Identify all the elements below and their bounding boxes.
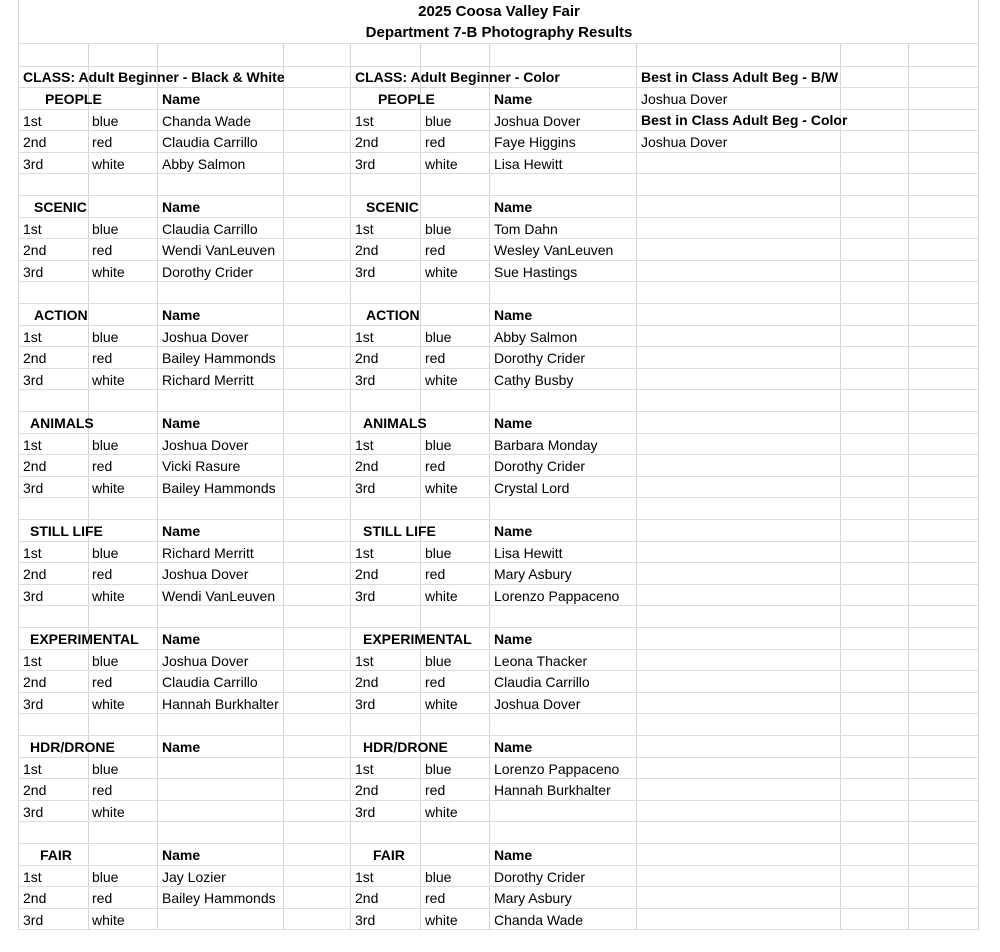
ribbon-cell: red — [425, 242, 446, 259]
place-cell: 3rd — [355, 803, 376, 820]
ribbon-cell: white — [425, 263, 458, 280]
ribbon-cell: white — [92, 803, 125, 820]
place-cell: 1st — [23, 112, 42, 129]
winner-name-cell: Faye Higgins — [494, 134, 576, 151]
grid-column-line — [489, 43, 490, 930]
place-cell: 1st — [23, 868, 42, 885]
ribbon-cell: blue — [425, 868, 452, 885]
place-cell: 2nd — [23, 134, 47, 151]
ribbon-cell: white — [92, 263, 125, 280]
ribbon-cell: blue — [425, 760, 452, 777]
place-cell: 2nd — [355, 890, 379, 907]
best-bw-label: Best in Class Adult Beg - B/W — [641, 69, 839, 85]
name-column-header: Name — [494, 199, 533, 215]
place-cell: 1st — [355, 112, 374, 129]
grid-row-line — [18, 735, 979, 736]
ribbon-cell: white — [92, 479, 125, 496]
winner-name-cell: Vicki Rasure — [162, 458, 241, 475]
category-header: STILL LIFE — [30, 523, 103, 539]
grid-row-line — [18, 627, 979, 628]
name-column-header: Name — [162, 739, 201, 755]
ribbon-cell: white — [92, 911, 125, 928]
grid-column-line — [636, 43, 637, 930]
place-cell: 2nd — [355, 458, 379, 475]
ribbon-cell: white — [425, 587, 458, 604]
place-cell: 1st — [355, 220, 374, 237]
place-cell: 3rd — [355, 911, 376, 928]
category-header: PEOPLE — [378, 91, 435, 107]
grid-row-line — [18, 195, 979, 196]
winner-name-cell: Joshua Dover — [162, 436, 249, 453]
ribbon-cell: red — [92, 566, 113, 583]
winner-name-cell: Bailey Hammonds — [162, 890, 276, 907]
ribbon-cell: blue — [92, 544, 119, 561]
winner-name-cell: Mary Asbury — [494, 566, 572, 583]
place-cell: 2nd — [23, 350, 47, 367]
winner-name-cell: Abby Salmon — [162, 155, 246, 172]
winner-name-cell: Bailey Hammonds — [162, 479, 276, 496]
ribbon-cell: red — [92, 242, 113, 259]
winner-name-cell: Claudia Carrillo — [162, 674, 258, 691]
place-cell: 3rd — [23, 371, 44, 388]
place-cell: 1st — [23, 328, 42, 345]
class-heading-bw: CLASS: Adult Beginner - Black & White — [23, 69, 285, 85]
ribbon-cell: blue — [425, 328, 452, 345]
place-cell: 2nd — [355, 782, 379, 799]
winner-name-cell: Chanda Wade — [494, 911, 583, 928]
name-column-header: Name — [494, 523, 533, 539]
place-cell: 2nd — [355, 134, 379, 151]
place-cell: 1st — [23, 652, 42, 669]
ribbon-cell: red — [425, 458, 446, 475]
winner-name-cell: Leona Thacker — [494, 652, 588, 669]
name-column-header: Name — [162, 199, 201, 215]
category-header: EXPERIMENTAL — [30, 631, 139, 647]
ribbon-cell: red — [425, 782, 446, 799]
name-column-header: Name — [494, 739, 533, 755]
place-cell: 2nd — [23, 890, 47, 907]
place-cell: 3rd — [23, 155, 44, 172]
ribbon-cell: red — [92, 674, 113, 691]
place-cell: 1st — [23, 544, 42, 561]
category-header: SCENIC — [366, 199, 419, 215]
place-cell: 3rd — [23, 263, 44, 280]
name-column-header: Name — [162, 523, 201, 539]
place-cell: 3rd — [355, 263, 376, 280]
page-subtitle: Department 7-B Photography Results — [365, 24, 633, 41]
winner-name-cell: Joshua Dover — [494, 112, 581, 129]
category-header: PEOPLE — [45, 91, 102, 107]
class-heading-color: CLASS: Adult Beginner - Color — [355, 69, 560, 85]
ribbon-cell: white — [425, 803, 458, 820]
winner-name-cell: Dorothy Crider — [494, 458, 586, 475]
winner-name-cell: Wesley VanLeuven — [494, 242, 614, 259]
name-column-header: Name — [494, 307, 533, 323]
place-cell: 1st — [355, 544, 374, 561]
name-column-header: Name — [162, 415, 201, 431]
ribbon-cell: blue — [92, 112, 119, 129]
page-title: 2025 Coosa Valley Fair — [418, 3, 580, 20]
winner-name-cell: Wendi VanLeuven — [162, 587, 276, 604]
ribbon-cell: white — [425, 911, 458, 928]
place-cell: 1st — [355, 436, 374, 453]
place-cell: 1st — [355, 328, 374, 345]
place-cell: 2nd — [355, 350, 379, 367]
winner-name-cell: Cathy Busby — [494, 371, 574, 388]
place-cell: 2nd — [23, 458, 47, 475]
grid-row-line — [18, 821, 979, 822]
grid-column-line — [420, 43, 421, 930]
grid-column-line — [350, 43, 351, 930]
winner-name-cell: Joshua Dover — [162, 652, 249, 669]
place-cell: 3rd — [23, 479, 44, 496]
ribbon-cell: red — [425, 674, 446, 691]
winner-name-cell: Lisa Hewitt — [494, 155, 563, 172]
winner-name-cell: Lorenzo Pappaceno — [494, 760, 620, 777]
place-cell: 1st — [23, 760, 42, 777]
place-cell: 3rd — [23, 695, 44, 712]
place-cell: 1st — [355, 868, 374, 885]
winner-name-cell: Mary Asbury — [494, 890, 572, 907]
grid-row-line — [18, 411, 979, 412]
ribbon-cell: red — [92, 890, 113, 907]
place-cell: 3rd — [355, 155, 376, 172]
name-column-header: Name — [494, 631, 533, 647]
winner-name-cell: Abby Salmon — [494, 328, 578, 345]
grid-row-line — [18, 519, 979, 520]
place-cell: 1st — [355, 760, 374, 777]
name-column-header: Name — [162, 307, 201, 323]
ribbon-cell: white — [425, 695, 458, 712]
place-cell: 3rd — [355, 479, 376, 496]
ribbon-cell: red — [425, 566, 446, 583]
place-cell: 2nd — [355, 242, 379, 259]
ribbon-cell: white — [92, 587, 125, 604]
category-header: FAIR — [40, 847, 72, 863]
place-cell: 3rd — [355, 371, 376, 388]
category-header: ANIMALS — [363, 415, 427, 431]
winner-name-cell: Dorothy Crider — [162, 263, 254, 280]
name-column-header: Name — [494, 415, 533, 431]
ribbon-cell: white — [92, 371, 125, 388]
winner-name-cell: Joshua Dover — [494, 695, 581, 712]
name-column-header: Name — [494, 91, 533, 107]
place-cell: 3rd — [23, 911, 44, 928]
ribbon-cell: red — [92, 350, 113, 367]
name-column-header: Name — [162, 847, 201, 863]
ribbon-cell: white — [425, 479, 458, 496]
category-header: EXPERIMENTAL — [363, 631, 472, 647]
ribbon-cell: red — [92, 458, 113, 475]
name-column-header: Name — [162, 631, 201, 647]
grid-column-line — [157, 43, 158, 930]
ribbon-cell: blue — [425, 436, 452, 453]
best-color-label: Best in Class Adult Beg - Color — [641, 112, 848, 128]
best-color-winner: Joshua Dover — [641, 134, 728, 150]
name-column-header: Name — [162, 91, 201, 107]
winner-name-cell: Barbara Monday — [494, 436, 598, 453]
place-cell: 2nd — [23, 242, 47, 259]
winner-name-cell: Chanda Wade — [162, 112, 251, 129]
ribbon-cell: blue — [425, 544, 452, 561]
winner-name-cell: Crystal Lord — [494, 479, 570, 496]
winner-name-cell: Wendi VanLeuven — [162, 242, 276, 259]
place-cell: 3rd — [355, 695, 376, 712]
winner-name-cell: Claudia Carrillo — [162, 220, 258, 237]
grid-row-line — [18, 43, 979, 44]
category-header: ANIMALS — [30, 415, 94, 431]
ribbon-cell: blue — [425, 112, 452, 129]
place-cell: 3rd — [23, 587, 44, 604]
ribbon-cell: white — [92, 155, 125, 172]
grid-column-line — [283, 43, 284, 930]
grid-row-line — [18, 303, 979, 304]
category-header: HDR/DRONE — [363, 739, 448, 755]
ribbon-cell: red — [425, 890, 446, 907]
ribbon-cell: blue — [92, 328, 119, 345]
grid-row-line — [18, 843, 979, 844]
category-header: STILL LIFE — [363, 523, 436, 539]
ribbon-cell: red — [425, 134, 446, 151]
ribbon-cell: blue — [92, 868, 119, 885]
place-cell: 2nd — [355, 566, 379, 583]
place-cell: 2nd — [23, 566, 47, 583]
ribbon-cell: blue — [425, 652, 452, 669]
category-header: ACTION — [366, 307, 420, 323]
ribbon-cell: white — [425, 155, 458, 172]
winner-name-cell: Hannah Burkhalter — [494, 782, 611, 799]
grid-column-line — [18, 0, 19, 930]
name-column-header: Name — [494, 847, 533, 863]
category-header: SCENIC — [34, 199, 87, 215]
ribbon-cell: white — [92, 695, 125, 712]
grid-row-line — [18, 87, 979, 88]
ribbon-cell: blue — [425, 220, 452, 237]
place-cell: 2nd — [355, 674, 379, 691]
category-header: HDR/DRONE — [30, 739, 115, 755]
place-cell: 3rd — [355, 587, 376, 604]
grid-column-line — [88, 43, 89, 930]
ribbon-cell: red — [92, 134, 113, 151]
winner-name-cell: Claudia Carrillo — [162, 134, 258, 151]
winner-name-cell: Lisa Hewitt — [494, 544, 563, 561]
winner-name-cell: Lorenzo Pappaceno — [494, 587, 620, 604]
winner-name-cell: Jay Lozier — [162, 868, 226, 885]
winner-name-cell: Claudia Carrillo — [494, 674, 590, 691]
grid-column-line — [908, 43, 909, 930]
best-bw-winner: Joshua Dover — [641, 91, 728, 107]
ribbon-cell: blue — [92, 652, 119, 669]
winner-name-cell: Sue Hastings — [494, 263, 578, 280]
ribbon-cell: red — [92, 782, 113, 799]
winner-name-cell: Joshua Dover — [162, 328, 249, 345]
ribbon-cell: blue — [92, 760, 119, 777]
ribbon-cell: blue — [92, 436, 119, 453]
winner-name-cell: Hannah Burkhalter — [162, 695, 279, 712]
category-header: FAIR — [373, 847, 405, 863]
place-cell: 3rd — [23, 803, 44, 820]
place-cell: 2nd — [23, 674, 47, 691]
category-header: ACTION — [34, 307, 88, 323]
winner-name-cell: Tom Dahn — [494, 220, 558, 237]
place-cell: 1st — [23, 436, 42, 453]
winner-name-cell: Richard Merritt — [162, 371, 254, 388]
ribbon-cell: blue — [92, 220, 119, 237]
place-cell: 1st — [355, 652, 374, 669]
winner-name-cell: Richard Merritt — [162, 544, 254, 561]
winner-name-cell: Dorothy Crider — [494, 868, 586, 885]
ribbon-cell: white — [425, 371, 458, 388]
winner-name-cell: Dorothy Crider — [494, 350, 586, 367]
winner-name-cell: Joshua Dover — [162, 566, 249, 583]
grid-column-line — [978, 0, 979, 930]
grid-column-line — [840, 43, 841, 930]
place-cell: 1st — [23, 220, 42, 237]
place-cell: 2nd — [23, 782, 47, 799]
ribbon-cell: red — [425, 350, 446, 367]
winner-name-cell: Bailey Hammonds — [162, 350, 276, 367]
